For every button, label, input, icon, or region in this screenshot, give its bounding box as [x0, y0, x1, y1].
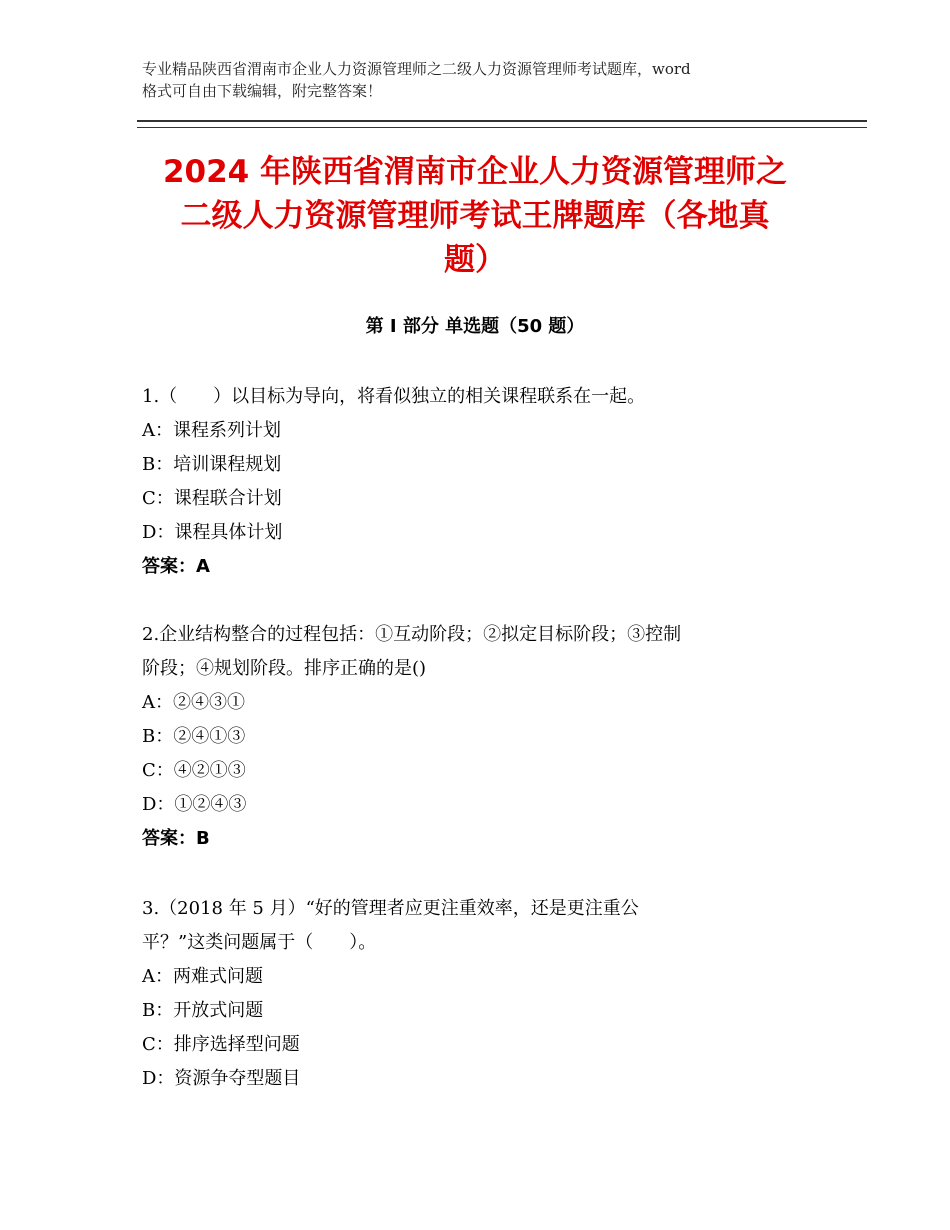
answer-label: 答案：A — [142, 556, 210, 577]
question-2 — [142, 618, 822, 856]
question-3 — [142, 892, 822, 1096]
option-a: A：②④③① — [142, 692, 245, 713]
title-line: 题） — [444, 242, 506, 278]
option-a: A：课程系列计划 — [142, 420, 281, 441]
option-d: D：①②④③ — [142, 794, 247, 815]
question-1 — [142, 380, 822, 584]
option-c: C：④②①③ — [142, 760, 246, 781]
question-stem: 1.（ ）以目标为导向，将看似独立的相关课程联系在一起。 — [142, 386, 646, 407]
header-divider — [137, 120, 867, 128]
section-heading: 第 I 部分 单选题（50 题） — [365, 316, 585, 337]
question-stem: 3.（2018 年 5 月）“好的管理者应更注重效率，还是更注重公 — [142, 898, 639, 919]
question-stem: 2.企业结构整合的过程包括：①互动阶段；②拟定目标阶段；③控制 — [142, 624, 682, 645]
option-b: B：开放式问题 — [142, 1000, 264, 1021]
option-d: D：课程具体计划 — [142, 522, 283, 543]
option-c: C：排序选择型问题 — [142, 1034, 300, 1055]
answer-label: 答案：B — [142, 828, 210, 849]
option-d: D：资源争夺型题目 — [142, 1068, 301, 1089]
document-title — [100, 150, 850, 282]
question-stem: 阶段；④规划阶段。排序正确的是() — [142, 658, 427, 679]
header-note-line: 专业精品陕西省渭南市企业人力资源管理师之二级人力资源管理师考试题库，word — [142, 60, 691, 78]
title-line: 2024 年陕西省渭南市企业人力资源管理师之 — [162, 154, 788, 190]
option-a: A：两难式问题 — [142, 966, 263, 987]
header-note-line: 格式可自由下载编辑，附完整答案！ — [142, 82, 383, 100]
option-b: B：②④①③ — [142, 726, 246, 747]
title-line: 二级人力资源管理师考试王牌题库（各地真 — [180, 198, 770, 234]
option-b: B：培训课程规划 — [142, 454, 282, 475]
header-note — [142, 58, 822, 102]
question-stem: 平？”这类问题属于（ ）。 — [142, 932, 377, 953]
option-c: C：课程联合计划 — [142, 488, 282, 509]
